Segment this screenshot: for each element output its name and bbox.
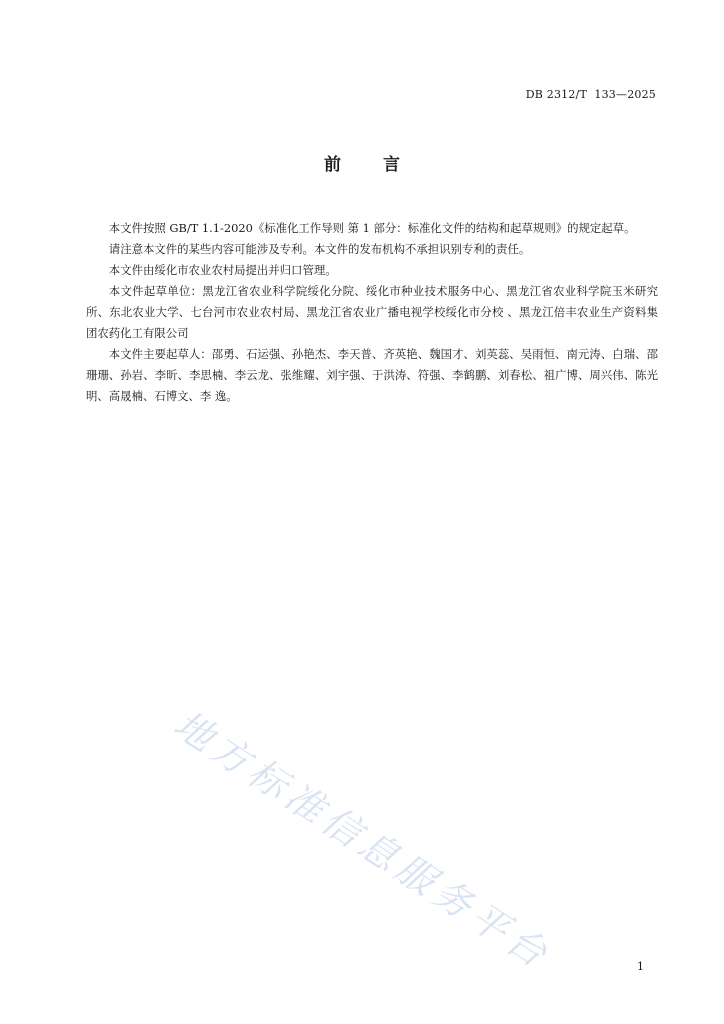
watermark: 地方标准信息服务平台 [166, 701, 560, 979]
document-code: DB 2312/T 133—2025 [525, 88, 656, 101]
paragraph-drafting-basis: 本文件按照 GB/T 1.1-2020《标准化工作导则 第 1 部分：标准化文件的结构和起草规则》的规定起草。 [108, 221, 636, 235]
paragraph-drafting-units: 本文件起草单位：黑龙江省农业科学院绥化分院、绥化市种业技术服务中心、黑龙江省农业科学院玉米研究所、东北农业大学、七台河市农业农村局、黑龙江省农业广播电视学校绥化市分校 、黑龙江倍丰农业生产资料集团农药化工有限公司 [86, 284, 658, 340]
page-number: 1 [637, 960, 644, 973]
paragraph-proposer: 本文件由绥化市农业农村局提出并归口管理。 [108, 263, 337, 277]
paragraph-drafters: 本文件主要起草人：邵勇、石运强、孙艳杰、李天普、齐英艳、魏国才、刘英蕊、吴雨恒、南元涛、白瑞、邵珊珊、孙岩、李昕、李思楠、李云龙、张维耀、刘宇强、于洪涛、符强、李鹤鹏、刘春松、祖广博、周兴伟、陈光明、高晟楠、石博文、李 逸。 [86, 347, 658, 403]
page-title: 前言 [324, 155, 442, 175]
paragraph-patent-notice: 请注意本文件的某些内容可能涉及专利。本文件的发布机构不承担识别专利的责任。 [108, 242, 531, 256]
foreword-body [86, 218, 658, 407]
